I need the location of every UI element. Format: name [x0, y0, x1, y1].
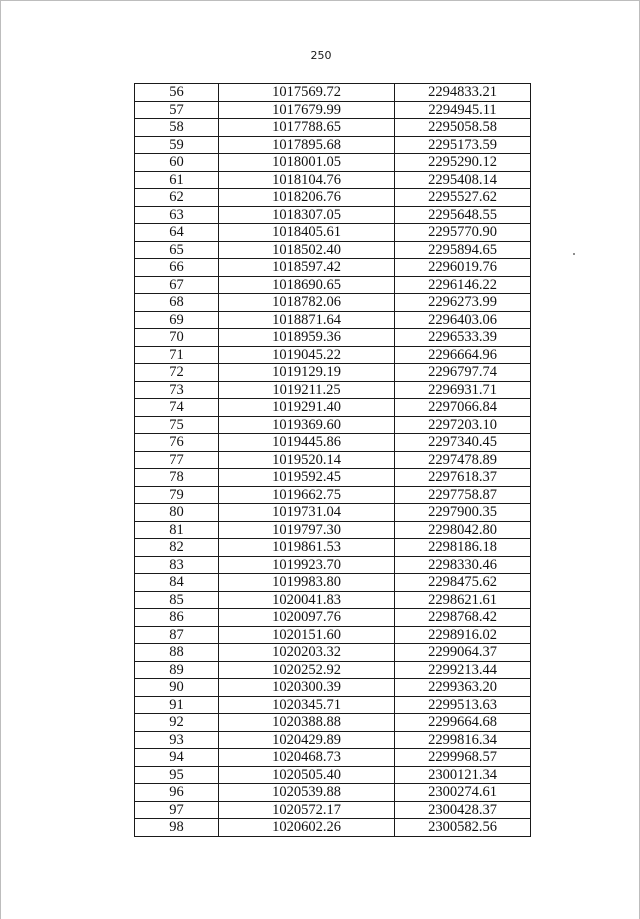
point-number-cell: 73: [135, 381, 219, 399]
x-coordinate-cell: 1018959.36: [219, 329, 395, 347]
y-coordinate-cell: 2295173.59: [395, 136, 531, 154]
table-row: [135, 311, 531, 329]
point-number-cell: 60: [135, 154, 219, 172]
point-number-cell: 98: [135, 819, 219, 837]
y-coordinate-cell: 2298768.42: [395, 609, 531, 627]
table-row: [135, 696, 531, 714]
table-row: [135, 154, 531, 172]
table-row: [135, 644, 531, 662]
table-row: [135, 451, 531, 469]
x-coordinate-cell: 1019861.53: [219, 539, 395, 557]
x-coordinate-cell: 1018001.05: [219, 154, 395, 172]
x-coordinate-cell: 1018502.40: [219, 241, 395, 259]
x-coordinate-cell: 1019731.04: [219, 504, 395, 522]
point-number-cell: 63: [135, 206, 219, 224]
y-coordinate-cell: 2296146.22: [395, 276, 531, 294]
y-coordinate-cell: 2299363.20: [395, 679, 531, 697]
table-row: [135, 504, 531, 522]
y-coordinate-cell: 2297066.84: [395, 399, 531, 417]
x-coordinate-cell: 1020388.88: [219, 714, 395, 732]
y-coordinate-cell: 2296533.39: [395, 329, 531, 347]
table-row: [135, 364, 531, 382]
point-number-cell: 91: [135, 696, 219, 714]
point-number-cell: 90: [135, 679, 219, 697]
x-coordinate-cell: 1020602.26: [219, 819, 395, 837]
x-coordinate-cell: 1020468.73: [219, 749, 395, 767]
point-number-cell: 65: [135, 241, 219, 259]
y-coordinate-cell: 2298042.80: [395, 521, 531, 539]
point-number-cell: 87: [135, 626, 219, 644]
point-number-cell: 85: [135, 591, 219, 609]
y-coordinate-cell: 2295770.90: [395, 224, 531, 242]
y-coordinate-cell: 2299213.44: [395, 661, 531, 679]
table-row: [135, 206, 531, 224]
point-number-cell: 77: [135, 451, 219, 469]
x-coordinate-cell: 1018104.76: [219, 171, 395, 189]
point-number-cell: 84: [135, 574, 219, 592]
table-row: [135, 84, 531, 102]
y-coordinate-cell: 2298186.18: [395, 539, 531, 557]
point-number-cell: 62: [135, 189, 219, 207]
point-number-cell: 57: [135, 101, 219, 119]
x-coordinate-cell: 1019445.86: [219, 434, 395, 452]
y-coordinate-cell: 2295408.14: [395, 171, 531, 189]
point-number-cell: 72: [135, 364, 219, 382]
x-coordinate-cell: 1020097.76: [219, 609, 395, 627]
x-coordinate-cell: 1019045.22: [219, 346, 395, 364]
y-coordinate-cell: 2296664.96: [395, 346, 531, 364]
x-coordinate-cell: 1019923.70: [219, 556, 395, 574]
point-number-cell: 74: [135, 399, 219, 417]
y-coordinate-cell: 2296797.74: [395, 364, 531, 382]
table-row: [135, 819, 531, 837]
y-coordinate-cell: 2300274.61: [395, 784, 531, 802]
table-row: [135, 626, 531, 644]
table-row: [135, 381, 531, 399]
y-coordinate-cell: 2299816.34: [395, 731, 531, 749]
x-coordinate-cell: 1018405.61: [219, 224, 395, 242]
point-number-cell: 58: [135, 119, 219, 137]
table-row: [135, 486, 531, 504]
y-coordinate-cell: 2300582.56: [395, 819, 531, 837]
y-coordinate-cell: 2299513.63: [395, 696, 531, 714]
y-coordinate-cell: 2297203.10: [395, 416, 531, 434]
y-coordinate-cell: 2300428.37: [395, 801, 531, 819]
point-number-cell: 79: [135, 486, 219, 504]
point-number-cell: 88: [135, 644, 219, 662]
table-row: [135, 539, 531, 557]
point-number-cell: 67: [135, 276, 219, 294]
y-coordinate-cell: 2294833.21: [395, 84, 531, 102]
x-coordinate-cell: 1020300.39: [219, 679, 395, 697]
table-row: [135, 329, 531, 347]
table-row: [135, 714, 531, 732]
x-coordinate-cell: 1019797.30: [219, 521, 395, 539]
point-number-cell: 96: [135, 784, 219, 802]
point-number-cell: 70: [135, 329, 219, 347]
table-row: [135, 591, 531, 609]
table-row: [135, 136, 531, 154]
point-number-cell: 89: [135, 661, 219, 679]
table-row: [135, 661, 531, 679]
x-coordinate-cell: 1017569.72: [219, 84, 395, 102]
x-coordinate-cell: 1018307.05: [219, 206, 395, 224]
table-row: [135, 556, 531, 574]
y-coordinate-cell: 2299968.57: [395, 749, 531, 767]
x-coordinate-cell: 1020505.40: [219, 766, 395, 784]
table-row: [135, 731, 531, 749]
table-row: [135, 171, 531, 189]
x-coordinate-cell: 1019592.45: [219, 469, 395, 487]
point-number-cell: 75: [135, 416, 219, 434]
y-coordinate-cell: 2295648.55: [395, 206, 531, 224]
page-number: 250: [310, 49, 332, 62]
table-row: [135, 784, 531, 802]
table-row: [135, 521, 531, 539]
coordinates-table-body: [135, 84, 531, 837]
point-number-cell: 92: [135, 714, 219, 732]
table-row: [135, 276, 531, 294]
x-coordinate-cell: 1020429.89: [219, 731, 395, 749]
x-coordinate-cell: 1018782.06: [219, 294, 395, 312]
table-row: [135, 294, 531, 312]
x-coordinate-cell: 1020572.17: [219, 801, 395, 819]
x-coordinate-cell: 1017788.65: [219, 119, 395, 137]
point-number-cell: 82: [135, 539, 219, 557]
x-coordinate-cell: 1019291.40: [219, 399, 395, 417]
x-coordinate-cell: 1017895.68: [219, 136, 395, 154]
x-coordinate-cell: 1019520.14: [219, 451, 395, 469]
y-coordinate-cell: 2297340.45: [395, 434, 531, 452]
point-number-cell: 76: [135, 434, 219, 452]
table-row: [135, 766, 531, 784]
point-number-cell: 66: [135, 259, 219, 277]
table-row: [135, 259, 531, 277]
point-number-cell: 71: [135, 346, 219, 364]
point-number-cell: 78: [135, 469, 219, 487]
y-coordinate-cell: 2296931.71: [395, 381, 531, 399]
y-coordinate-cell: 2296403.06: [395, 311, 531, 329]
scan-speck: [573, 253, 575, 255]
point-number-cell: 93: [135, 731, 219, 749]
x-coordinate-cell: 1020345.71: [219, 696, 395, 714]
y-coordinate-cell: 2295290.12: [395, 154, 531, 172]
x-coordinate-cell: 1018597.42: [219, 259, 395, 277]
x-coordinate-cell: 1020151.60: [219, 626, 395, 644]
x-coordinate-cell: 1019129.19: [219, 364, 395, 382]
table-row: [135, 749, 531, 767]
y-coordinate-cell: 2295894.65: [395, 241, 531, 259]
point-number-cell: 59: [135, 136, 219, 154]
y-coordinate-cell: 2298475.62: [395, 574, 531, 592]
x-coordinate-cell: 1019983.80: [219, 574, 395, 592]
y-coordinate-cell: 2298330.46: [395, 556, 531, 574]
point-number-cell: 81: [135, 521, 219, 539]
table-row: [135, 346, 531, 364]
table-row: [135, 801, 531, 819]
y-coordinate-cell: 2295058.58: [395, 119, 531, 137]
table-row: [135, 434, 531, 452]
point-number-cell: 94: [135, 749, 219, 767]
x-coordinate-cell: 1020252.92: [219, 661, 395, 679]
y-coordinate-cell: 2297900.35: [395, 504, 531, 522]
y-coordinate-cell: 2300121.34: [395, 766, 531, 784]
x-coordinate-cell: 1017679.99: [219, 101, 395, 119]
point-number-cell: 61: [135, 171, 219, 189]
x-coordinate-cell: 1020041.83: [219, 591, 395, 609]
y-coordinate-cell: 2298621.61: [395, 591, 531, 609]
x-coordinate-cell: 1019662.75: [219, 486, 395, 504]
table-row: [135, 224, 531, 242]
point-number-cell: 69: [135, 311, 219, 329]
x-coordinate-cell: 1018690.65: [219, 276, 395, 294]
table-row: [135, 469, 531, 487]
y-coordinate-cell: 2297758.87: [395, 486, 531, 504]
x-coordinate-cell: 1019369.60: [219, 416, 395, 434]
y-coordinate-cell: 2295527.62: [395, 189, 531, 207]
x-coordinate-cell: 1018206.76: [219, 189, 395, 207]
point-number-cell: 68: [135, 294, 219, 312]
table-row: [135, 399, 531, 417]
table-row: [135, 416, 531, 434]
y-coordinate-cell: 2298916.02: [395, 626, 531, 644]
point-number-cell: 83: [135, 556, 219, 574]
point-number-cell: 80: [135, 504, 219, 522]
table-row: [135, 189, 531, 207]
y-coordinate-cell: 2296019.76: [395, 259, 531, 277]
x-coordinate-cell: 1020539.88: [219, 784, 395, 802]
table-row: [135, 119, 531, 137]
table-row: [135, 101, 531, 119]
x-coordinate-cell: 1020203.32: [219, 644, 395, 662]
point-number-cell: 95: [135, 766, 219, 784]
y-coordinate-cell: 2297478.89: [395, 451, 531, 469]
table-row: [135, 574, 531, 592]
y-coordinate-cell: 2294945.11: [395, 101, 531, 119]
coordinates-table: [134, 83, 531, 837]
point-number-cell: 64: [135, 224, 219, 242]
table-row: [135, 241, 531, 259]
table-row: [135, 679, 531, 697]
x-coordinate-cell: 1018871.64: [219, 311, 395, 329]
point-number-cell: 56: [135, 84, 219, 102]
y-coordinate-cell: 2296273.99: [395, 294, 531, 312]
x-coordinate-cell: 1019211.25: [219, 381, 395, 399]
y-coordinate-cell: 2297618.37: [395, 469, 531, 487]
point-number-cell: 97: [135, 801, 219, 819]
y-coordinate-cell: 2299664.68: [395, 714, 531, 732]
table-row: [135, 609, 531, 627]
point-number-cell: 86: [135, 609, 219, 627]
y-coordinate-cell: 2299064.37: [395, 644, 531, 662]
